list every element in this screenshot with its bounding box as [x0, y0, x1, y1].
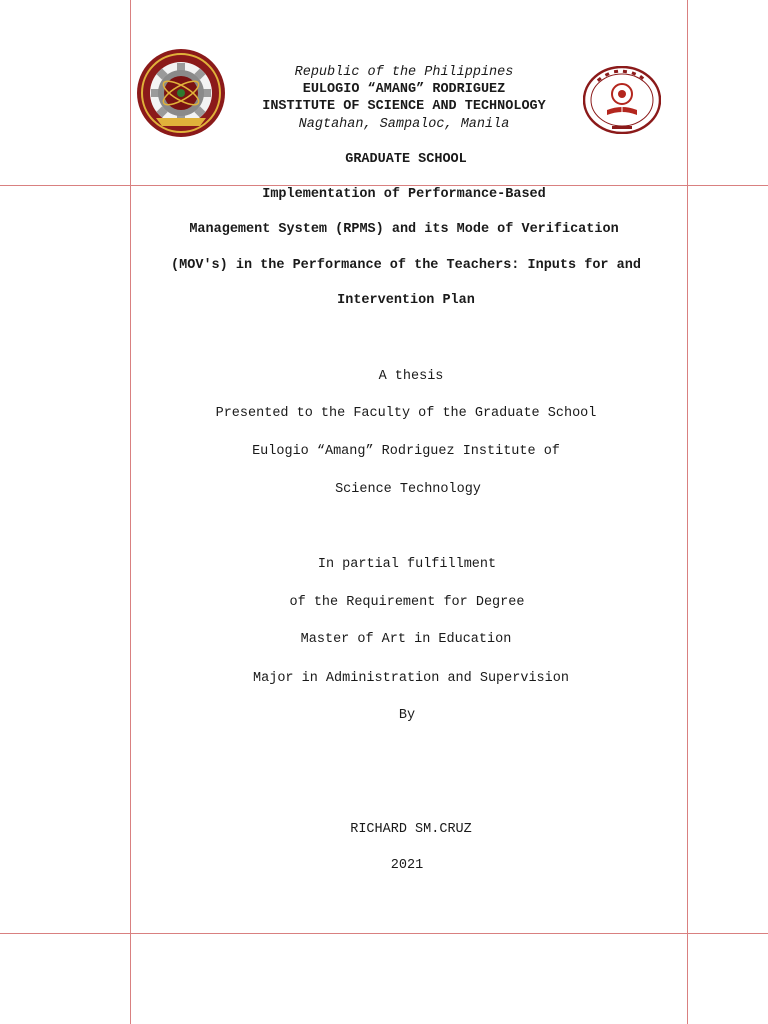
partial-fulfillment: In partial fulfillment — [317, 557, 497, 572]
by-label: By — [398, 708, 416, 723]
institution-name-line1: Eulogio “Amang” Rodriguez Institute of — [252, 444, 560, 459]
margin-guide-bottom — [0, 933, 768, 934]
requirement-for-degree: of the Requirement for Degree — [289, 595, 525, 610]
header-country: Republic of the Philippines — [294, 65, 514, 80]
title-line2: Management System (RPMS) and its Mode of Verification — [189, 222, 619, 237]
degree-name: Master of Art in Education — [300, 632, 512, 647]
institution-name-line2: Science Technology — [335, 482, 481, 497]
degree-major: Major in Administration and Supervision — [253, 671, 569, 686]
presented-to: Presented to the Faculty of the Graduate School — [215, 406, 597, 421]
author-name: RICHARD SM.CRUZ — [350, 822, 472, 837]
margin-guide-top — [0, 185, 768, 186]
title-line3: (MOV's) in the Performance of the Teachers: Inputs for and — [171, 258, 641, 273]
header-school: GRADUATE SCHOOL — [345, 152, 467, 167]
title-line4: Intervention Plan — [337, 293, 475, 308]
thesis-label: A thesis — [378, 369, 444, 384]
header-address: Nagtahan, Sampaloc, Manila — [298, 117, 510, 132]
title-line1: Implementation of Performance-Based — [262, 187, 546, 202]
year: 2021 — [390, 858, 424, 873]
header-institution-line2: INSTITUTE OF SCIENCE AND TECHNOLOGY — [262, 99, 546, 114]
header-institution-line1: EULOGIO “AMANG” RODRIGUEZ — [302, 82, 506, 97]
